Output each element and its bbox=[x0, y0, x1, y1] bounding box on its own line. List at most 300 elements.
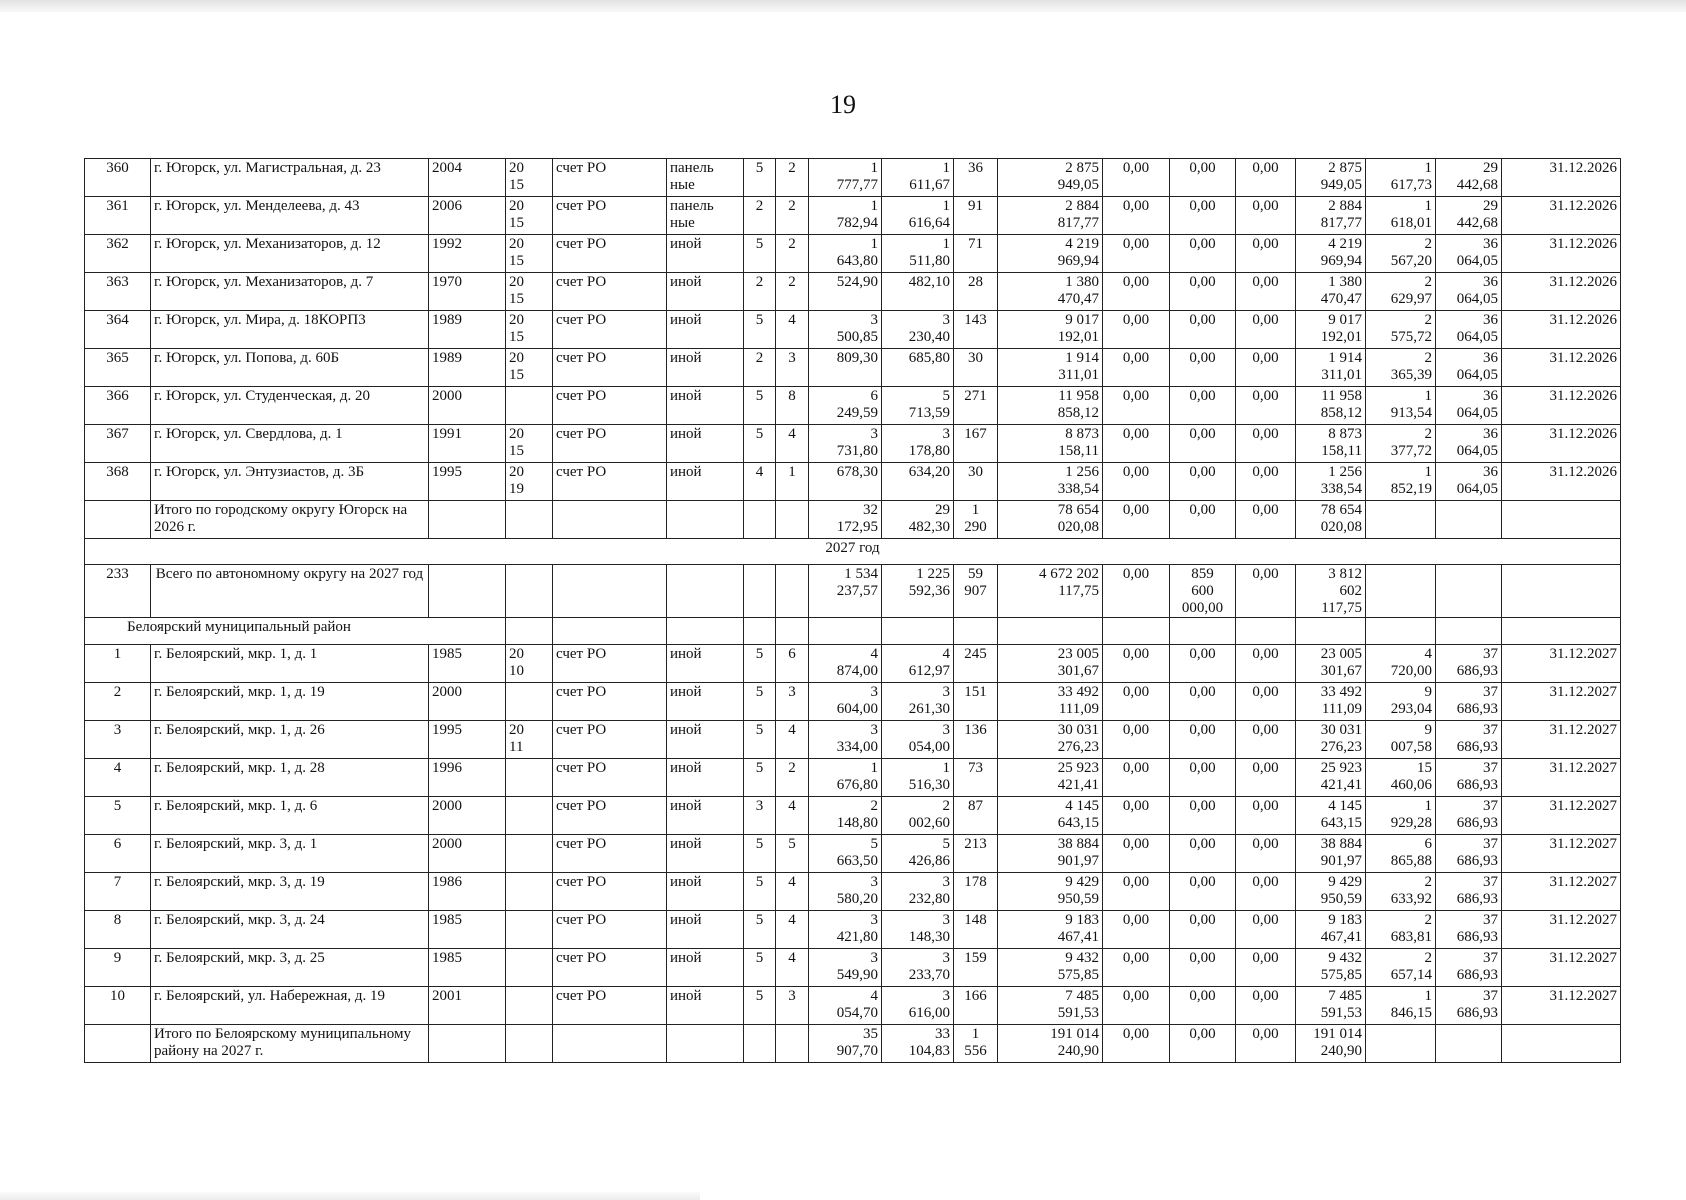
owner-funds: 1 380 470,47 bbox=[1296, 273, 1366, 311]
floors: 5 bbox=[744, 835, 776, 873]
residents: 213 bbox=[954, 835, 998, 873]
residents: 30 bbox=[954, 463, 998, 501]
wall-material: иной bbox=[667, 797, 744, 835]
total-cost: 9 429 950,59 bbox=[998, 873, 1103, 911]
federal-funds: 0,00 bbox=[1103, 949, 1170, 987]
completion-date: 31.12.2027 bbox=[1502, 987, 1621, 1025]
row-number: 8 bbox=[85, 911, 151, 949]
last-repair-year: 20 19 bbox=[506, 463, 553, 501]
empty-cell bbox=[1366, 565, 1436, 618]
completion-date: 31.12.2026 bbox=[1502, 159, 1621, 197]
floors: 5 bbox=[744, 159, 776, 197]
total-res: 1 556 bbox=[954, 1025, 998, 1063]
total-area: 5 663,50 bbox=[809, 835, 882, 873]
address: г. Белоярский, мкр. 1, д. 6 bbox=[151, 797, 429, 835]
residents: 178 bbox=[954, 873, 998, 911]
fund-method: счет РО bbox=[553, 387, 667, 425]
local-funds: 0,00 bbox=[1236, 721, 1296, 759]
local-funds: 0,00 bbox=[1236, 835, 1296, 873]
floors: 3 bbox=[744, 797, 776, 835]
okrug-f1: 0,00 bbox=[1103, 565, 1170, 618]
page-number: 19 bbox=[830, 90, 856, 119]
federal-funds: 0,00 bbox=[1103, 835, 1170, 873]
wall-material: иной bbox=[667, 873, 744, 911]
empty-cell bbox=[1103, 618, 1170, 645]
empty-cell bbox=[1170, 618, 1236, 645]
last-repair-year: 20 15 bbox=[506, 311, 553, 349]
last-repair-year bbox=[506, 683, 553, 721]
completion-date: 31.12.2027 bbox=[1502, 911, 1621, 949]
okrug-f2: 859 600 000,00 bbox=[1170, 565, 1236, 618]
living-area: 3 616,00 bbox=[882, 987, 954, 1025]
year-header-row bbox=[85, 539, 1621, 565]
regional-funds: 0,00 bbox=[1170, 873, 1236, 911]
empty-cell bbox=[506, 501, 553, 539]
empty-cell bbox=[1436, 1025, 1502, 1063]
empty-cell bbox=[429, 501, 506, 539]
residents: 87 bbox=[954, 797, 998, 835]
table-row bbox=[85, 949, 1621, 987]
wall-material: иной bbox=[667, 425, 744, 463]
living-area: 3 261,30 bbox=[882, 683, 954, 721]
entrances: 4 bbox=[776, 797, 809, 835]
last-repair-year: 20 15 bbox=[506, 425, 553, 463]
total-area: 524,90 bbox=[809, 273, 882, 311]
row-number: 362 bbox=[85, 235, 151, 273]
build-year: 1995 bbox=[429, 721, 506, 759]
scan-top-edge bbox=[0, 0, 1686, 12]
total-cost: 9 183 467,41 bbox=[998, 911, 1103, 949]
total-area: 1 676,80 bbox=[809, 759, 882, 797]
total-f1: 0,00 bbox=[1103, 501, 1170, 539]
living-area: 3 148,30 bbox=[882, 911, 954, 949]
local-funds: 0,00 bbox=[1236, 425, 1296, 463]
last-repair-year: 20 15 bbox=[506, 349, 553, 387]
residents: 136 bbox=[954, 721, 998, 759]
completion-date: 31.12.2027 bbox=[1502, 949, 1621, 987]
empty-cell bbox=[667, 1025, 744, 1063]
local-funds: 0,00 bbox=[1236, 311, 1296, 349]
floors: 5 bbox=[744, 911, 776, 949]
table-row bbox=[85, 235, 1621, 273]
empty-cell bbox=[1502, 565, 1621, 618]
local-funds: 0,00 bbox=[1236, 797, 1296, 835]
last-repair-year bbox=[506, 949, 553, 987]
owner-funds: 2 875 949,05 bbox=[1296, 159, 1366, 197]
address: г. Белоярский, мкр. 1, д. 28 bbox=[151, 759, 429, 797]
row-number: 363 bbox=[85, 273, 151, 311]
entrances: 1 bbox=[776, 463, 809, 501]
total-cost: 1 914 311,01 bbox=[998, 349, 1103, 387]
last-repair-year bbox=[506, 873, 553, 911]
residents: 166 bbox=[954, 987, 998, 1025]
empty-cell bbox=[954, 618, 998, 645]
okrug-own: 3 812 602 117,75 bbox=[1296, 565, 1366, 618]
federal-funds: 0,00 bbox=[1103, 911, 1170, 949]
entrances: 2 bbox=[776, 235, 809, 273]
local-funds: 0,00 bbox=[1236, 235, 1296, 273]
total-cost: 23 005 301,67 bbox=[998, 645, 1103, 683]
row-number: 360 bbox=[85, 159, 151, 197]
entrances: 4 bbox=[776, 425, 809, 463]
total-area: 809,30 bbox=[809, 349, 882, 387]
empty-cell bbox=[1366, 618, 1436, 645]
max-unit-cost: 36 064,05 bbox=[1436, 387, 1502, 425]
wall-material: иной bbox=[667, 835, 744, 873]
empty-cell bbox=[1296, 618, 1366, 645]
empty-cell bbox=[776, 1025, 809, 1063]
local-funds: 0,00 bbox=[1236, 273, 1296, 311]
table-row bbox=[85, 387, 1621, 425]
total-area: 1 777,77 bbox=[809, 159, 882, 197]
entrances: 4 bbox=[776, 949, 809, 987]
living-area: 1 511,80 bbox=[882, 235, 954, 273]
table-row bbox=[85, 911, 1621, 949]
wall-material: панель ные bbox=[667, 159, 744, 197]
row-number: 9 bbox=[85, 949, 151, 987]
completion-date: 31.12.2027 bbox=[1502, 873, 1621, 911]
fund-method: счет РО bbox=[553, 797, 667, 835]
address: г. Югорск, ул. Механизаторов, д. 7 bbox=[151, 273, 429, 311]
local-funds: 0,00 bbox=[1236, 987, 1296, 1025]
completion-date: 31.12.2027 bbox=[1502, 721, 1621, 759]
last-repair-year bbox=[506, 759, 553, 797]
total-cost: 38 884 901,97 bbox=[998, 835, 1103, 873]
empty-cell bbox=[1366, 501, 1436, 539]
empty-cell bbox=[1502, 501, 1621, 539]
unit-cost: 1 846,15 bbox=[1366, 987, 1436, 1025]
wall-material: панель ные bbox=[667, 197, 744, 235]
completion-date: 31.12.2026 bbox=[1502, 425, 1621, 463]
local-funds: 0,00 bbox=[1236, 759, 1296, 797]
total-row-2027 bbox=[85, 1025, 1621, 1063]
fund-method: счет РО bbox=[553, 683, 667, 721]
unit-cost: 2 633,92 bbox=[1366, 873, 1436, 911]
okrug-a1: 1 534 237,57 bbox=[809, 565, 882, 618]
entrances: 8 bbox=[776, 387, 809, 425]
row-number: 367 bbox=[85, 425, 151, 463]
table-row bbox=[85, 759, 1621, 797]
completion-date: 31.12.2026 bbox=[1502, 463, 1621, 501]
empty-cell bbox=[506, 1025, 553, 1063]
total-own: 191 014 240,90 bbox=[1296, 1025, 1366, 1063]
unit-cost: 4 720,00 bbox=[1366, 645, 1436, 683]
build-year: 1989 bbox=[429, 349, 506, 387]
empty-cell bbox=[429, 565, 506, 618]
total-a1: 35 907,70 bbox=[809, 1025, 882, 1063]
okrug-label: Всего по автономному округу на 2027 год bbox=[151, 565, 429, 618]
okrug-tot: 4 672 202 117,75 bbox=[998, 565, 1103, 618]
entrances: 2 bbox=[776, 197, 809, 235]
entrances: 3 bbox=[776, 987, 809, 1025]
address: г. Белоярский, мкр. 3, д. 1 bbox=[151, 835, 429, 873]
floors: 5 bbox=[744, 683, 776, 721]
total-cost: 1 256 338,54 bbox=[998, 463, 1103, 501]
total-a1: 32 172,95 bbox=[809, 501, 882, 539]
max-unit-cost: 29 442,68 bbox=[1436, 197, 1502, 235]
local-funds: 0,00 bbox=[1236, 159, 1296, 197]
residents: 36 bbox=[954, 159, 998, 197]
owner-funds: 4 145 643,15 bbox=[1296, 797, 1366, 835]
fund-method: счет РО bbox=[553, 349, 667, 387]
last-repair-year bbox=[506, 797, 553, 835]
residents: 73 bbox=[954, 759, 998, 797]
owner-funds: 33 492 111,09 bbox=[1296, 683, 1366, 721]
regional-funds: 0,00 bbox=[1170, 721, 1236, 759]
floors: 5 bbox=[744, 987, 776, 1025]
owner-funds: 1 256 338,54 bbox=[1296, 463, 1366, 501]
row-number: 10 bbox=[85, 987, 151, 1025]
federal-funds: 0,00 bbox=[1103, 683, 1170, 721]
address: г. Югорск, ул. Магистральная, д. 23 bbox=[151, 159, 429, 197]
okrug-res: 59 907 bbox=[954, 565, 998, 618]
total-f2: 0,00 bbox=[1170, 501, 1236, 539]
table-row bbox=[85, 463, 1621, 501]
empty-cell bbox=[776, 618, 809, 645]
build-year: 1991 bbox=[429, 425, 506, 463]
wall-material: иной bbox=[667, 911, 744, 949]
address: г. Югорск, ул. Попова, д. 60Б bbox=[151, 349, 429, 387]
fund-method: счет РО bbox=[553, 721, 667, 759]
wall-material: иной bbox=[667, 721, 744, 759]
local-funds: 0,00 bbox=[1236, 387, 1296, 425]
unit-cost: 1 913,54 bbox=[1366, 387, 1436, 425]
owner-funds: 9 432 575,85 bbox=[1296, 949, 1366, 987]
last-repair-year: 20 11 bbox=[506, 721, 553, 759]
regional-funds: 0,00 bbox=[1170, 235, 1236, 273]
fund-method: счет РО bbox=[553, 949, 667, 987]
unit-cost: 2 575,72 bbox=[1366, 311, 1436, 349]
living-area: 2 002,60 bbox=[882, 797, 954, 835]
table-row bbox=[85, 197, 1621, 235]
completion-date: 31.12.2026 bbox=[1502, 273, 1621, 311]
build-year: 2001 bbox=[429, 987, 506, 1025]
owner-funds: 9 183 467,41 bbox=[1296, 911, 1366, 949]
completion-date: 31.12.2026 bbox=[1502, 349, 1621, 387]
empty-cell bbox=[553, 618, 667, 645]
owner-funds: 7 485 591,53 bbox=[1296, 987, 1366, 1025]
max-unit-cost: 36 064,05 bbox=[1436, 235, 1502, 273]
floors: 4 bbox=[744, 463, 776, 501]
build-year: 1989 bbox=[429, 311, 506, 349]
row-number: 1 bbox=[85, 645, 151, 683]
local-funds: 0,00 bbox=[1236, 463, 1296, 501]
last-repair-year: 20 15 bbox=[506, 273, 553, 311]
residents: 91 bbox=[954, 197, 998, 235]
residents: 71 bbox=[954, 235, 998, 273]
local-funds: 0,00 bbox=[1236, 197, 1296, 235]
unit-cost: 2 377,72 bbox=[1366, 425, 1436, 463]
fund-method: счет РО bbox=[553, 835, 667, 873]
residents: 167 bbox=[954, 425, 998, 463]
empty-cell bbox=[744, 565, 776, 618]
unit-cost: 15 460,06 bbox=[1366, 759, 1436, 797]
year-heading: 2027 год bbox=[85, 539, 1621, 565]
total-cost: 9 432 575,85 bbox=[998, 949, 1103, 987]
federal-funds: 0,00 bbox=[1103, 159, 1170, 197]
total-area: 1 782,94 bbox=[809, 197, 882, 235]
empty-cell bbox=[85, 501, 151, 539]
last-repair-year: 20 15 bbox=[506, 197, 553, 235]
residents: 30 bbox=[954, 349, 998, 387]
max-unit-cost: 37 686,93 bbox=[1436, 721, 1502, 759]
total-row-2026 bbox=[85, 501, 1621, 539]
total-area: 4 054,70 bbox=[809, 987, 882, 1025]
empty-cell bbox=[998, 618, 1103, 645]
total-area: 3 334,00 bbox=[809, 721, 882, 759]
table-row bbox=[85, 645, 1621, 683]
address: г. Югорск, ул. Энтузиастов, д. 3Б bbox=[151, 463, 429, 501]
living-area: 1 611,67 bbox=[882, 159, 954, 197]
max-unit-cost: 36 064,05 bbox=[1436, 349, 1502, 387]
federal-funds: 0,00 bbox=[1103, 197, 1170, 235]
federal-funds: 0,00 bbox=[1103, 645, 1170, 683]
wall-material: иной bbox=[667, 759, 744, 797]
regional-funds: 0,00 bbox=[1170, 349, 1236, 387]
entrances: 4 bbox=[776, 311, 809, 349]
total-f1: 0,00 bbox=[1103, 1025, 1170, 1063]
empty-cell bbox=[744, 618, 776, 645]
total-cost: 2 884 817,77 bbox=[998, 197, 1103, 235]
living-area: 3 233,70 bbox=[882, 949, 954, 987]
owner-funds: 30 031 276,23 bbox=[1296, 721, 1366, 759]
living-area: 5 426,86 bbox=[882, 835, 954, 873]
empty-cell bbox=[1366, 1025, 1436, 1063]
empty-cell bbox=[429, 1025, 506, 1063]
unit-cost: 2 657,14 bbox=[1366, 949, 1436, 987]
residents: 271 bbox=[954, 387, 998, 425]
federal-funds: 0,00 bbox=[1103, 987, 1170, 1025]
regional-funds: 0,00 bbox=[1170, 949, 1236, 987]
wall-material: иной bbox=[667, 683, 744, 721]
build-year: 2000 bbox=[429, 387, 506, 425]
address: г. Белоярский, ул. Набережная, д. 19 bbox=[151, 987, 429, 1025]
living-area: 3 178,80 bbox=[882, 425, 954, 463]
completion-date: 31.12.2027 bbox=[1502, 835, 1621, 873]
entrances: 6 bbox=[776, 645, 809, 683]
floors: 2 bbox=[744, 197, 776, 235]
fund-method: счет РО bbox=[553, 645, 667, 683]
unit-cost: 1 618,01 bbox=[1366, 197, 1436, 235]
wall-material: иной bbox=[667, 235, 744, 273]
row-number: 3 bbox=[85, 721, 151, 759]
federal-funds: 0,00 bbox=[1103, 235, 1170, 273]
address: г. Белоярский, мкр. 3, д. 19 bbox=[151, 873, 429, 911]
residents: 28 bbox=[954, 273, 998, 311]
floors: 5 bbox=[744, 759, 776, 797]
build-year: 1985 bbox=[429, 949, 506, 987]
floors: 2 bbox=[744, 349, 776, 387]
total-cost: 7 485 591,53 bbox=[998, 987, 1103, 1025]
living-area: 482,10 bbox=[882, 273, 954, 311]
address: г. Югорск, ул. Механизаторов, д. 12 bbox=[151, 235, 429, 273]
build-year: 1985 bbox=[429, 911, 506, 949]
unit-cost: 2 629,97 bbox=[1366, 273, 1436, 311]
row-number: 5 bbox=[85, 797, 151, 835]
regional-funds: 0,00 bbox=[1170, 797, 1236, 835]
total-res: 1 290 bbox=[954, 501, 998, 539]
max-unit-cost: 37 686,93 bbox=[1436, 835, 1502, 873]
owner-funds: 4 219 969,94 bbox=[1296, 235, 1366, 273]
floors: 5 bbox=[744, 311, 776, 349]
table-row bbox=[85, 273, 1621, 311]
living-area: 3 054,00 bbox=[882, 721, 954, 759]
empty-cell bbox=[1436, 565, 1502, 618]
federal-funds: 0,00 bbox=[1103, 721, 1170, 759]
okrug-f3: 0,00 bbox=[1236, 565, 1296, 618]
wall-material: иной bbox=[667, 349, 744, 387]
total-f3: 0,00 bbox=[1236, 501, 1296, 539]
floors: 5 bbox=[744, 425, 776, 463]
total-label: Итого по городскому округу Югорск на 2026 г. bbox=[151, 501, 429, 539]
empty-cell bbox=[882, 618, 954, 645]
repair-register-table bbox=[84, 158, 1621, 1063]
entrances: 3 bbox=[776, 349, 809, 387]
local-funds: 0,00 bbox=[1236, 349, 1296, 387]
regional-funds: 0,00 bbox=[1170, 645, 1236, 683]
total-area: 3 421,80 bbox=[809, 911, 882, 949]
total-area: 2 148,80 bbox=[809, 797, 882, 835]
max-unit-cost: 37 686,93 bbox=[1436, 873, 1502, 911]
row-number: 364 bbox=[85, 311, 151, 349]
regional-funds: 0,00 bbox=[1170, 311, 1236, 349]
federal-funds: 0,00 bbox=[1103, 311, 1170, 349]
completion-date: 31.12.2027 bbox=[1502, 645, 1621, 683]
empty-cell bbox=[1502, 618, 1621, 645]
completion-date: 31.12.2026 bbox=[1502, 387, 1621, 425]
empty-cell bbox=[1236, 618, 1296, 645]
row-number: 6 bbox=[85, 835, 151, 873]
fund-method: счет РО bbox=[553, 159, 667, 197]
floors: 5 bbox=[744, 235, 776, 273]
max-unit-cost: 37 686,93 bbox=[1436, 949, 1502, 987]
total-area: 678,30 bbox=[809, 463, 882, 501]
build-year: 1995 bbox=[429, 463, 506, 501]
total-a2: 33 104,83 bbox=[882, 1025, 954, 1063]
residents: 143 bbox=[954, 311, 998, 349]
regional-funds: 0,00 bbox=[1170, 387, 1236, 425]
owner-funds: 11 958 858,12 bbox=[1296, 387, 1366, 425]
fund-method: счет РО bbox=[553, 311, 667, 349]
total-cost: 2 875 949,05 bbox=[998, 159, 1103, 197]
table-row bbox=[85, 797, 1621, 835]
completion-date: 31.12.2026 bbox=[1502, 311, 1621, 349]
empty-cell bbox=[809, 618, 882, 645]
living-area: 4 612,97 bbox=[882, 645, 954, 683]
empty-cell bbox=[744, 501, 776, 539]
federal-funds: 0,00 bbox=[1103, 797, 1170, 835]
empty-cell bbox=[1436, 501, 1502, 539]
total-cost: 9 017 192,01 bbox=[998, 311, 1103, 349]
empty-cell bbox=[1436, 618, 1502, 645]
address: г. Югорск, ул. Мира, д. 18КОРП3 bbox=[151, 311, 429, 349]
empty-cell bbox=[667, 501, 744, 539]
address: г. Белоярский, мкр. 1, д. 19 bbox=[151, 683, 429, 721]
build-year: 2000 bbox=[429, 683, 506, 721]
max-unit-cost: 36 064,05 bbox=[1436, 273, 1502, 311]
table-row bbox=[85, 873, 1621, 911]
max-unit-cost: 37 686,93 bbox=[1436, 683, 1502, 721]
federal-funds: 0,00 bbox=[1103, 463, 1170, 501]
table-row bbox=[85, 987, 1621, 1025]
regional-funds: 0,00 bbox=[1170, 683, 1236, 721]
address: г. Белоярский, мкр. 1, д. 1 bbox=[151, 645, 429, 683]
district-title-row bbox=[85, 618, 1621, 645]
entrances: 2 bbox=[776, 273, 809, 311]
build-year: 1986 bbox=[429, 873, 506, 911]
empty-cell bbox=[85, 1025, 151, 1063]
district-title: Белоярский муниципальный район bbox=[85, 618, 506, 645]
